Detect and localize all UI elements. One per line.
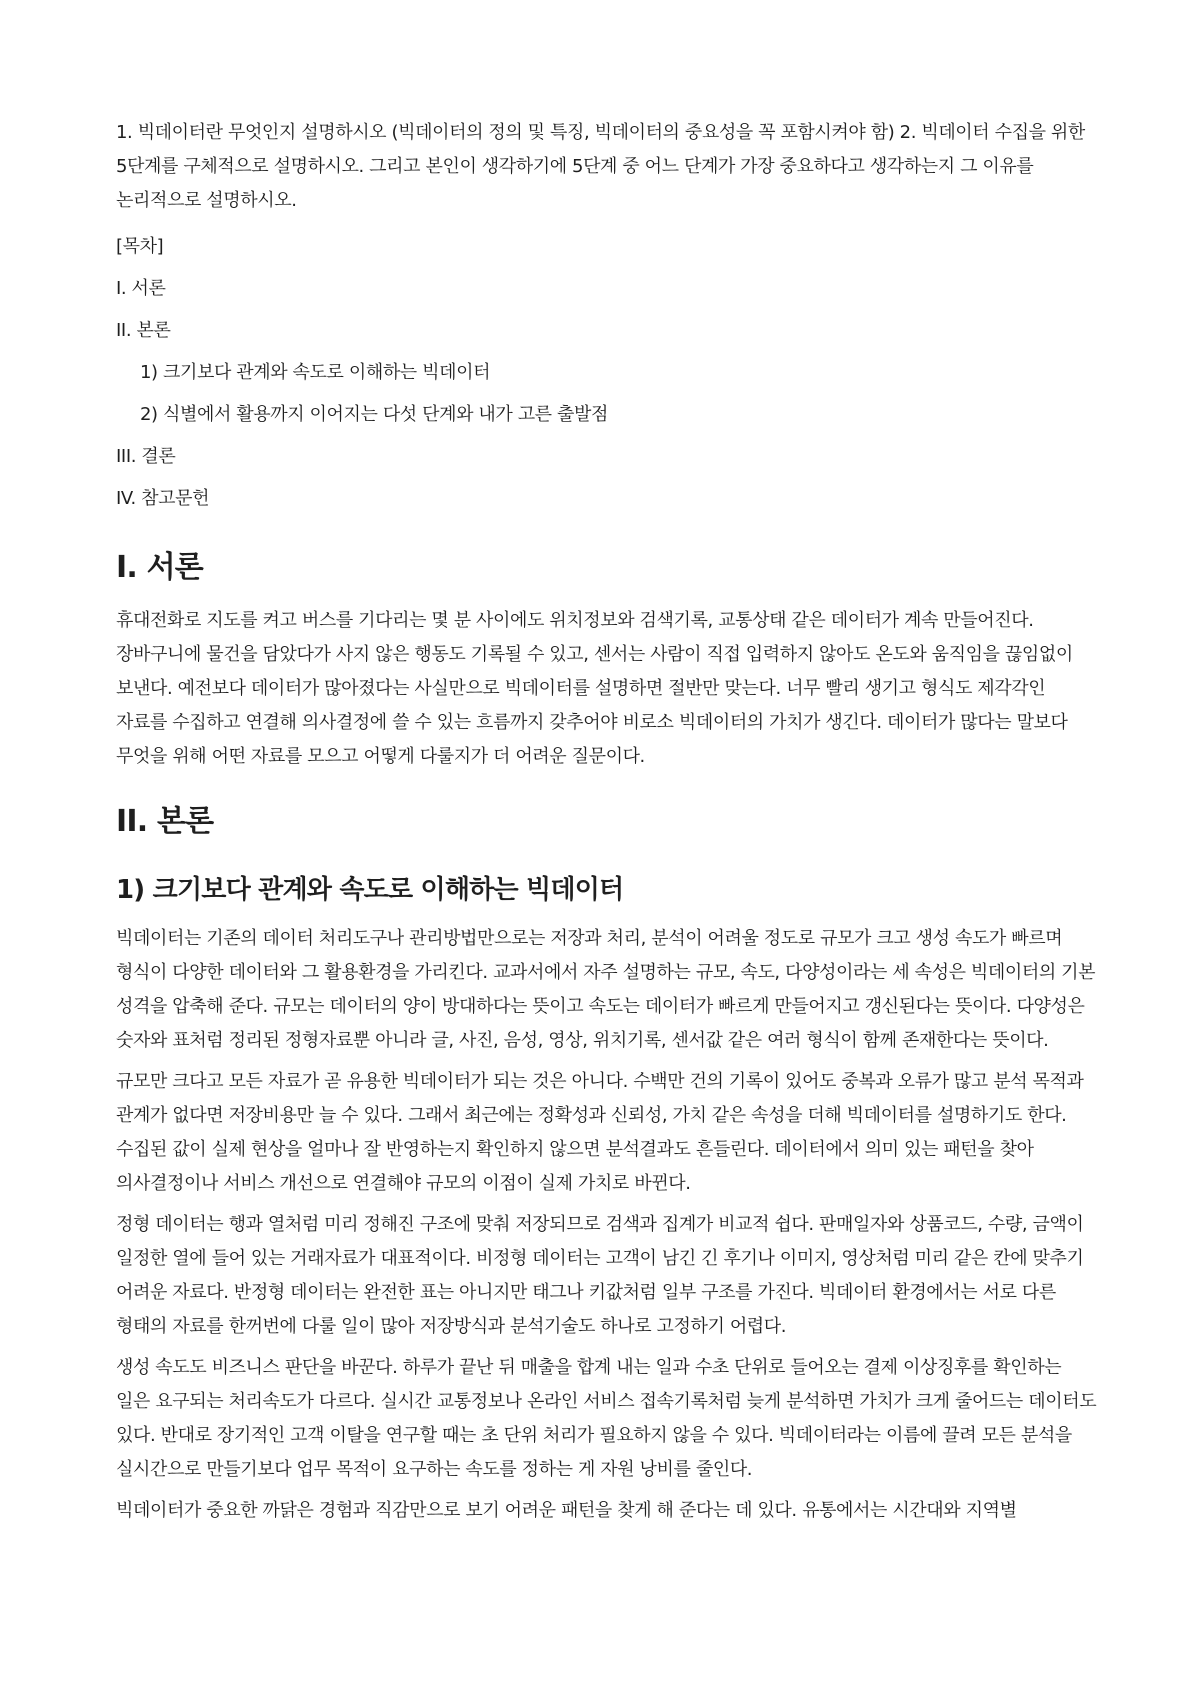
body-heading: II. 본론 <box>116 804 214 839</box>
body-paragraph: 정형 데이터는 행과 열처럼 미리 정해진 구조에 맞춰 저장되므로 검색과 집계가 비교적 쉽다. 판매일자와 상품코드, 수량, 금액이 일정한 열에 들어 있는 거래자료가 대표적이다. 비정형 데이터는 고객이 남긴 긴 후기나 이미지, 영상처럼 미리 같은 칸에 맞추기 어려운 자료다. 반정형 데이터는 완전한 표는 아니지만 태그나 키값처럼 일부 구조를 가진다. 빅데이터 환경에서는 서로 다른 형태의 자료를 한꺼번에 다룰 일이 많아 저장방식과 분석기술도 하나로 고정하기 어렵다. <box>116 1214 1084 1337</box>
body-paragraph: 생성 속도도 비즈니스 판단을 바꾼다. 하루가 끝난 뒤 매출을 합계 내는 일과 수초 단위로 들어오는 결제 이상징후를 확인하는 일은 요구되는 처리속도가 다르다. 실시간 교통정보나 온라인 서비스 접속기록처럼 늦게 분석하면 가치가 크게 줄어드는 데이터도 있다. 반대로 장기적인 고객 이탈을 연구할 때는 초 단위 처리가 필요하지 않을 수 있다. 빅데이터라는 이름에 끌려 모든 분석을 실시간으로 만들기보다 업무 목적이 요구하는 속도를 정하는 게 자원 낭비를 줄인다. <box>116 1357 1097 1480</box>
toc-item: I. 서론 <box>116 278 166 299</box>
toc-subitem: 2) 식별에서 활용까지 이어지는 다섯 단계와 내가 고른 출발점 <box>140 404 608 425</box>
intro-heading: I. 서론 <box>116 550 203 585</box>
assignment-prompt: 1. 빅데이터란 무엇인지 설명하시오 (빅데이터의 정의 및 특징, 빅데이터의 중요성을 꼭 포함시켜야 함) 2. 빅데이터 수집을 위한 5단계를 구체적으로 설명하시오. 그리고 본인이 생각하기에 5단계 중 어느 단계가 가장 중요하다고 생각하는지 그 이유를 논리적으로 설명하시오. <box>116 122 1085 211</box>
toc-item: II. 본론 <box>116 320 171 341</box>
toc-item: III. 결론 <box>116 446 176 467</box>
toc-item: IV. 참고문헌 <box>116 488 210 509</box>
body-paragraph: 빅데이터가 중요한 까닭은 경험과 직감만으로 보기 어려운 패턴을 찾게 해 준다는 데 있다. 유통에서는 시간대와 지역별 <box>116 1500 1017 1521</box>
table-of-contents <box>116 226 1100 520</box>
toc-subitem: 1) 크기보다 관계와 속도로 이해하는 빅데이터 <box>140 362 491 383</box>
body-paragraph: 규모만 크다고 모든 자료가 곧 유용한 빅데이터가 되는 것은 아니다. 수백만 건의 기록이 있어도 중복과 오류가 많고 분석 목적과 관계가 없다면 저장비용만 늘 수 있다. 그래서 최근에는 정확성과 신뢰성, 가치 같은 속성을 더해 빅데이터를 설명하기도 한다. 수집된 값이 실제 현상을 얼마나 잘 반영하는지 확인하지 않으면 분석결과도 흔들린다. 데이터에서 의미 있는 패턴을 찾아 의사결정이나 서비스 개선으로 연결해야 규모의 이점이 실제 가치로 바뀐다. <box>116 1071 1084 1194</box>
toc-heading: [목차] <box>116 236 164 257</box>
section1-heading: 1) 크기보다 관계와 속도로 이해하는 빅데이터 <box>116 875 624 905</box>
body-paragraph: 빅데이터는 기존의 데이터 처리도구나 관리방법만으로는 저장과 처리, 분석이 어려울 정도로 규모가 크고 생성 속도가 빠르며 형식이 다양한 데이터와 그 활용환경을 가리킨다. 교과서에서 자주 설명하는 규모, 속도, 다양성이라는 세 속성은 빅데이터의 기본 성격을 압축해 준다. 규모는 데이터의 양이 방대하다는 뜻이고 속도는 데이터가 빠르게 만들어지고 갱신된다는 뜻이다. 다양성은 숫자와 표처럼 정리된 정형자료뿐 아니라 글, 사진, 음성, 영상, 위치기록, 센서값 같은 여러 형식이 함께 존재한다는 뜻이다. <box>116 928 1096 1051</box>
intro-paragraph: 휴대전화로 지도를 켜고 버스를 기다리는 몇 분 사이에도 위치정보와 검색기록, 교통상태 같은 데이터가 계속 만들어진다. 장바구니에 물건을 담았다가 사지 않은 행동도 기록될 수 있고, 센서는 사람이 직접 입력하지 않아도 온도와 움직임을 끊임없이 보낸다. 예전보다 데이터가 많아졌다는 사실만으로 빅데이터를 설명하면 절반만 맞는다. 너무 빨리 생기고 형식도 제각각인 자료를 수집하고 연결해 의사결정에 쓸 수 있는 흐름까지 갖추어야 비로소 빅데이터의 가치가 생긴다. 데이터가 많다는 말보다 무엇을 위해 어떤 자료를 모으고 어떻게 다룰지가 더 어려운 질문이다. <box>116 610 1073 767</box>
